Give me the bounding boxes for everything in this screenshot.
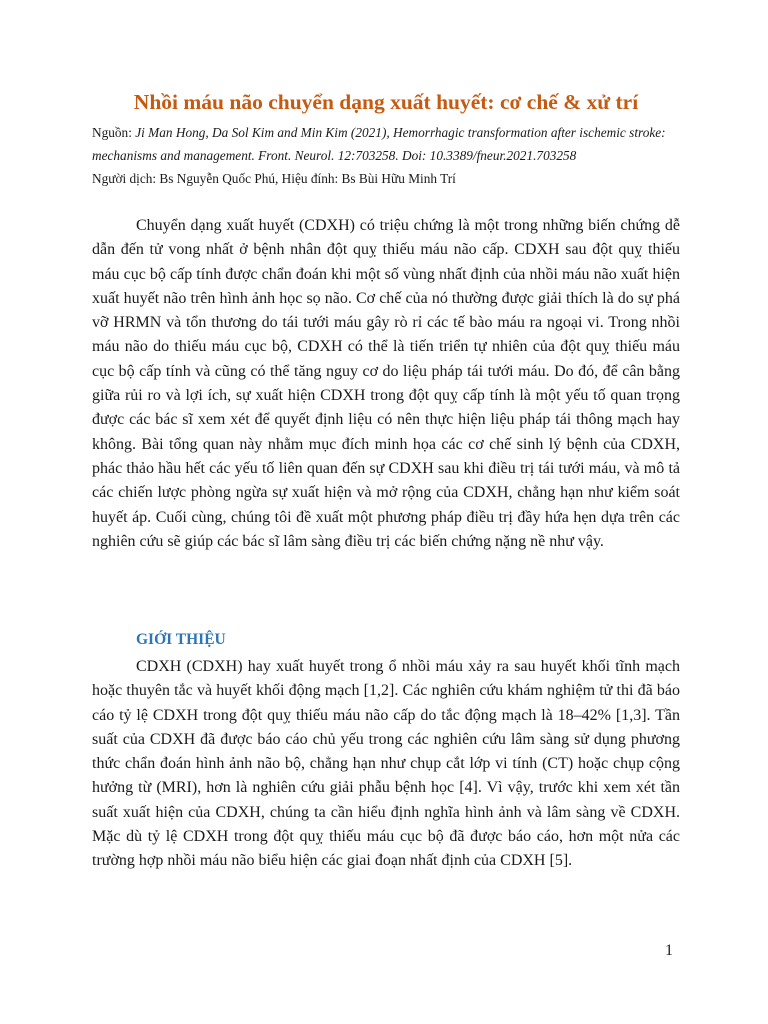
document-title: Nhồi máu não chuyển dạng xuất huyết: cơ chế & xử trí [133,90,639,114]
source-citation [92,122,680,167]
source-prefix: Nguồn: [92,125,136,140]
source-reference: Ji Man Hong, Da Sol Kim and Min Kim (2021), Hemorrhagic transformation after ischemic stroke: mechanisms and management. Front. Neurol. 12:703258. Doi: 10.3389/fneur.2021.703258 [92,125,666,163]
section-heading: GIỚI THIỆU [136,631,226,648]
page-number: 1 [665,942,673,959]
translator-credit: Người dịch: Bs Nguyễn Quốc Phú, Hiệu đính: Bs Bùi Hữu Minh Trí [92,171,456,186]
abstract-paragraph: Chuyển dạng xuất huyết (CDXH) có triệu chứng là một trong những biến chứng dễ dẫn đến tử vong nhất ở bệnh nhân đột quỵ thiếu máu não cấp. CDXH sau đột quỵ thiếu máu cục bộ cấp tính được chẩn đoán khi một số vùng nhất định của nhồi máu não xuất hiện xuất huyết não trên hình ảnh học sọ não. Cơ chế của nó thường được giải thích là do sự phá vỡ HRMN và tổn thương do tái tưới máu gây rò rỉ các tế bào máu ra ngoại vi. Trong nhồi máu não do thiếu máu cục bộ, CDXH có thể là tiến triển tự nhiên của đột quỵ thiếu máu cục bộ cấp tính và cũng có thể tăng nguy cơ do liệu pháp tái tưới máu. Do đó, để cân bằng giữa rủi ro và lợi ích, sự xuất hiện CDXH trong đột quỵ cấp tính là một yếu tố quan trọng được các bác sĩ xem xét để quyết định liệu có nên thực hiện liệu pháp tái thông mạch hay không. Bài tổng quan này nhằm mục đích minh họa các cơ chế sinh lý bệnh của CDXH, phác thảo hầu hết các yếu tố liên quan đến sự CDXH sau khi điều trị tái tưới máu, và mô tả các chiến lược phòng ngừa sự xuất hiện và mở rộng của CDXH, chẳng hạn như kiểm soát huyết áp. Cuối cùng, chúng tôi đề xuất một phương pháp điều trị đầy hứa hẹn dựa trên các nghiên cứu sẽ giúp các bác sĩ lâm sàng điều trị các biến chứng nặng nề như vậy. [92,217,680,550]
intro-paragraph: CDXH (CDXH) hay xuất huyết trong ổ nhồi máu xảy ra sau huyết khối tĩnh mạch hoặc thuyên tắc và huyết khối động mạch [1,2]. Các nghiên cứu khám nghiệm tử thi đã báo cáo tỷ lệ CDXH trong đột quỵ thiếu máu não cấp do tắc động mạch là 18–42% [1,3]. Tần suất của CDXH đã được báo cáo chủ yếu trong các nghiên cứu lâm sàng sử dụng phương thức chẩn đoán hình ảnh não bộ, chẳng hạn như chụp cắt lớp vi tính (CT) hoặc chụp cộng hưởng từ (MRI), hơn là nghiên cứu giải phẫu bệnh học [4]. Vì vậy, trước khi xem xét tần suất xuất hiện của CDXH, chúng ta cần hiểu định nghĩa hình ảnh và lâm sàng về CDXH. Mặc dù tỷ lệ CDXH trong đột quỵ thiếu máu cục bộ đã được báo cáo, hơn một nửa các trường hợp nhồi máu não biểu hiện các giai đoạn nhất định của CDXH [5]. [92,658,680,870]
